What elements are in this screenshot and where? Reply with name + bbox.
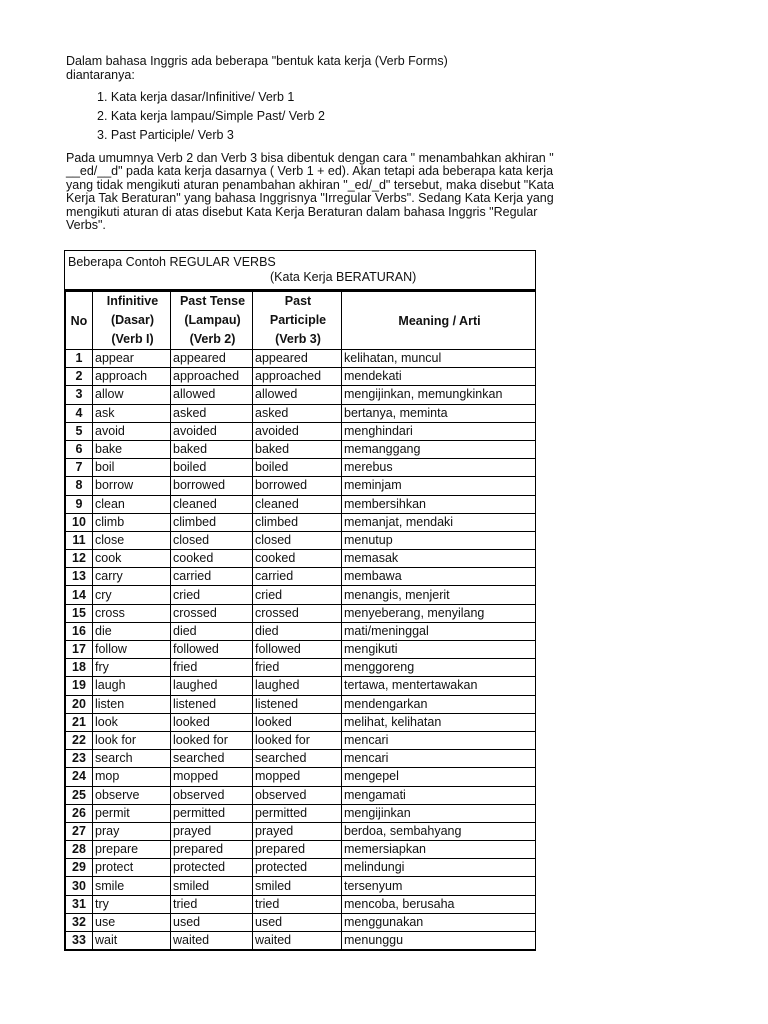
verb-past-participle: laughed — [253, 677, 342, 695]
verb-past-tense: closed — [171, 531, 253, 549]
verb-meaning: bertanya, meminta — [342, 404, 536, 422]
verb-past-tense: tried — [171, 895, 253, 913]
verb-past-tense: searched — [171, 750, 253, 768]
verb-past-tense: laughed — [171, 677, 253, 695]
table-row — [66, 604, 536, 622]
verb-meaning: menyeberang, menyilang — [342, 604, 536, 622]
verb-meaning: merebus — [342, 459, 536, 477]
table-row — [66, 641, 536, 659]
verb-past-participle: prayed — [253, 822, 342, 840]
header-past-tense-line: (Lampau) — [184, 313, 241, 327]
paragraph-line: Pada umumnya Verb 2 dan Verb 3 bisa dibentuk dengan cara " menambahkan akhiran " — [66, 151, 554, 165]
row-number: 17 — [66, 641, 93, 659]
table-row — [66, 695, 536, 713]
table-row — [66, 495, 536, 513]
verb-past-participle: approached — [253, 368, 342, 386]
verb-past-participle: protected — [253, 859, 342, 877]
table-row — [66, 768, 536, 786]
verb-past-tense: smiled — [171, 877, 253, 895]
verb-form-item: 1. Kata kerja dasar/Infinitive/ Verb 1 — [97, 90, 295, 104]
verb-past-participle: climbed — [253, 513, 342, 531]
table-title-main: Beberapa Contoh REGULAR VERBS — [68, 255, 276, 269]
verb-past-participle: boiled — [253, 459, 342, 477]
verb-past-participle: searched — [253, 750, 342, 768]
row-number: 25 — [66, 786, 93, 804]
row-number: 30 — [66, 877, 93, 895]
verb-infinitive: close — [93, 531, 171, 549]
row-number: 11 — [66, 531, 93, 549]
row-number: 14 — [66, 586, 93, 604]
verb-meaning: memasak — [342, 550, 536, 568]
verb-infinitive: wait — [93, 932, 171, 950]
verb-past-tense: baked — [171, 440, 253, 458]
verb-past-tense: cooked — [171, 550, 253, 568]
verb-meaning: menggoreng — [342, 659, 536, 677]
table-row — [66, 932, 536, 950]
verb-past-tense: looked for — [171, 731, 253, 749]
table-row — [66, 440, 536, 458]
verb-infinitive: cook — [93, 550, 171, 568]
row-number: 32 — [66, 913, 93, 931]
verb-infinitive: cross — [93, 604, 171, 622]
table-row — [66, 841, 536, 859]
verb-past-participle: cooked — [253, 550, 342, 568]
verb-past-tense: climbed — [171, 513, 253, 531]
header-past-tense — [171, 291, 253, 350]
table-row — [66, 368, 536, 386]
verb-meaning: meminjam — [342, 477, 536, 495]
header-past-participle-line: Past Participle — [269, 294, 327, 327]
verb-past-participle: baked — [253, 440, 342, 458]
verb-infinitive: follow — [93, 641, 171, 659]
verb-past-participle: carried — [253, 568, 342, 586]
verb-past-participle: observed — [253, 786, 342, 804]
verb-meaning: mendekati — [342, 368, 536, 386]
verb-form-item: 2. Kata kerja lampau/Simple Past/ Verb 2 — [97, 109, 325, 123]
row-number: 20 — [66, 695, 93, 713]
verb-past-tense: cried — [171, 586, 253, 604]
header-row — [66, 291, 536, 350]
table-row — [66, 622, 536, 640]
verb-past-participle: avoided — [253, 422, 342, 440]
table-row — [66, 659, 536, 677]
verb-past-tense: avoided — [171, 422, 253, 440]
table-row — [66, 677, 536, 695]
verb-infinitive: try — [93, 895, 171, 913]
row-number: 12 — [66, 550, 93, 568]
verb-past-tense: boiled — [171, 459, 253, 477]
verb-past-participle: appeared — [253, 350, 342, 368]
verb-meaning: membawa — [342, 568, 536, 586]
verb-past-tense: asked — [171, 404, 253, 422]
verb-infinitive: prepare — [93, 841, 171, 859]
verb-meaning: memersiapkan — [342, 841, 536, 859]
paragraph-line: yang tidak mengikuti aturan penambahan akhiran "_ed/_d" tersebut, maka disebut "Kata — [66, 177, 554, 192]
verb-infinitive: borrow — [93, 477, 171, 495]
header-infinitive-line: Infinitive — [106, 294, 159, 308]
verb-forms-list — [66, 88, 566, 145]
verb-infinitive: look for — [93, 731, 171, 749]
row-number: 7 — [66, 459, 93, 477]
header-meaning: Meaning / Arti — [342, 291, 536, 350]
verb-past-tense: followed — [171, 641, 253, 659]
verb-meaning: menggunakan — [342, 913, 536, 931]
verb-infinitive: search — [93, 750, 171, 768]
verb-past-tense: approached — [171, 368, 253, 386]
table-row — [66, 513, 536, 531]
row-number: 10 — [66, 513, 93, 531]
verb-infinitive: pray — [93, 822, 171, 840]
verb-meaning: memanjat, mendaki — [342, 513, 536, 531]
table-row — [66, 895, 536, 913]
verb-infinitive: mop — [93, 768, 171, 786]
verb-meaning: mati/meninggal — [342, 622, 536, 640]
verb-infinitive: clean — [93, 495, 171, 513]
table-row — [66, 459, 536, 477]
verb-meaning: mengamati — [342, 786, 536, 804]
table-row — [66, 804, 536, 822]
verb-infinitive: avoid — [93, 422, 171, 440]
verb-meaning: membersihkan — [342, 495, 536, 513]
verb-past-tense: prepared — [171, 841, 253, 859]
verb-meaning: melihat, kelihatan — [342, 713, 536, 731]
row-number: 29 — [66, 859, 93, 877]
verb-past-participle: permitted — [253, 804, 342, 822]
verb-meaning: kelihatan, muncul — [342, 350, 536, 368]
verb-infinitive: laugh — [93, 677, 171, 695]
table-row — [66, 568, 536, 586]
verb-past-tense: died — [171, 622, 253, 640]
header-infinitive-line: (Dasar) — [110, 313, 155, 327]
verb-past-participle: followed — [253, 641, 342, 659]
row-number: 31 — [66, 895, 93, 913]
verb-past-tense: listened — [171, 695, 253, 713]
verb-meaning: mengijinkan, memungkinkan — [342, 386, 536, 404]
verb-past-tense: fried — [171, 659, 253, 677]
verb-past-tense: waited — [171, 932, 253, 950]
verb-meaning: mengijinkan — [342, 804, 536, 822]
table-row — [66, 350, 536, 368]
verb-past-participle: tried — [253, 895, 342, 913]
table-row — [66, 477, 536, 495]
verb-meaning: tertawa, mentertawakan — [342, 677, 536, 695]
verb-past-participle: died — [253, 622, 342, 640]
table-row — [66, 877, 536, 895]
verb-past-tense: prayed — [171, 822, 253, 840]
verb-infinitive: bake — [93, 440, 171, 458]
explanation-paragraph — [66, 152, 586, 232]
header-past-tense-line: Past Tense — [179, 294, 246, 308]
verb-meaning: mengepel — [342, 768, 536, 786]
verb-past-tense: permitted — [171, 804, 253, 822]
header-past-participle — [253, 291, 342, 350]
verb-meaning: menutup — [342, 531, 536, 549]
table-title-sub: (Kata Kerja BERATURAN) — [270, 270, 417, 284]
table-row — [66, 550, 536, 568]
verb-infinitive: observe — [93, 786, 171, 804]
verb-infinitive: appear — [93, 350, 171, 368]
verb-past-participle: allowed — [253, 386, 342, 404]
verb-past-participle: cleaned — [253, 495, 342, 513]
table-row — [66, 750, 536, 768]
row-number: 33 — [66, 932, 93, 950]
row-number: 13 — [66, 568, 93, 586]
table-row — [66, 531, 536, 549]
verb-past-tense: crossed — [171, 604, 253, 622]
table-row — [66, 586, 536, 604]
verb-past-participle: looked for — [253, 731, 342, 749]
verb-infinitive: use — [93, 913, 171, 931]
verb-past-participle: waited — [253, 932, 342, 950]
verb-past-tense: observed — [171, 786, 253, 804]
verb-past-participle: mopped — [253, 768, 342, 786]
verb-meaning: tersenyum — [342, 877, 536, 895]
header-past-tense-line: (Verb 2) — [189, 332, 236, 346]
verb-meaning: menghindari — [342, 422, 536, 440]
paragraph-line: Kerja Tak Beraturan" yang bahasa Inggrisnya "Irregular Verbs". Sedang Kata Kerja yang — [66, 191, 554, 206]
table-row — [66, 913, 536, 931]
row-number: 15 — [66, 604, 93, 622]
header-infinitive — [93, 291, 171, 350]
row-number: 6 — [66, 440, 93, 458]
table-title — [65, 251, 535, 290]
verb-meaning: menunggu — [342, 932, 536, 950]
table-row — [66, 404, 536, 422]
row-number: 26 — [66, 804, 93, 822]
verb-meaning: memanggang — [342, 440, 536, 458]
verb-meaning: mencoba, berusaha — [342, 895, 536, 913]
verb-past-participle: prepared — [253, 841, 342, 859]
verb-meaning: mencari — [342, 750, 536, 768]
verb-meaning: melindungi — [342, 859, 536, 877]
verb-past-tense: cleaned — [171, 495, 253, 513]
verb-past-participle: crossed — [253, 604, 342, 622]
header-past-participle-line: (Verb 3) — [275, 332, 321, 346]
verb-past-participle: cried — [253, 586, 342, 604]
verb-infinitive: approach — [93, 368, 171, 386]
table-row — [66, 786, 536, 804]
verb-past-participle: looked — [253, 713, 342, 731]
verb-past-participle: smiled — [253, 877, 342, 895]
header-infinitive-line: (Verb I) — [111, 332, 154, 346]
verb-infinitive: boil — [93, 459, 171, 477]
paragraph-line: mengikuti aturan di atas disebut Kata Kerja Beraturan dalam bahasa Inggris "Regular — [66, 204, 538, 219]
verb-past-participle: listened — [253, 695, 342, 713]
table-row — [66, 731, 536, 749]
row-number: 8 — [66, 477, 93, 495]
table-row — [66, 422, 536, 440]
paragraph-line: __ed/__d" pada kata kerja dasarnya ( Verb 1 + ed). Akan tetapi ada beberapa kata kerja — [66, 164, 554, 179]
verb-past-participle: used — [253, 913, 342, 931]
row-number: 22 — [66, 731, 93, 749]
row-number: 27 — [66, 822, 93, 840]
verb-meaning: berdoa, sembahyang — [342, 822, 536, 840]
table-row — [66, 859, 536, 877]
paragraph-line: Verbs". — [66, 218, 106, 233]
verb-past-tense: looked — [171, 713, 253, 731]
row-number: 18 — [66, 659, 93, 677]
verb-past-participle: fried — [253, 659, 342, 677]
verb-past-participle: borrowed — [253, 477, 342, 495]
verb-past-tense: protected — [171, 859, 253, 877]
table-row — [66, 822, 536, 840]
verb-infinitive: look — [93, 713, 171, 731]
verbs-grid — [65, 290, 536, 950]
verb-meaning: mendengarkan — [342, 695, 536, 713]
row-number: 24 — [66, 768, 93, 786]
verb-infinitive: climb — [93, 513, 171, 531]
row-number: 23 — [66, 750, 93, 768]
row-number: 9 — [66, 495, 93, 513]
verb-past-tense: carried — [171, 568, 253, 586]
verb-form-item: 3. Past Participle/ Verb 3 — [97, 128, 234, 142]
verb-infinitive: fry — [93, 659, 171, 677]
verb-meaning: menangis, menjerit — [342, 586, 536, 604]
table-row — [66, 713, 536, 731]
verb-infinitive: smile — [93, 877, 171, 895]
verb-infinitive: ask — [93, 404, 171, 422]
verb-meaning: mencari — [342, 731, 536, 749]
verb-infinitive: listen — [93, 695, 171, 713]
verb-infinitive: carry — [93, 568, 171, 586]
verb-past-tense: appeared — [171, 350, 253, 368]
intro-line-1: Dalam bahasa Inggris ada beberapa "bentuk kata kerja (Verb Forms) — [66, 54, 448, 68]
verb-infinitive: protect — [93, 859, 171, 877]
regular-verbs-table — [64, 250, 536, 951]
verb-meaning: mengikuti — [342, 641, 536, 659]
verb-past-tense: used — [171, 913, 253, 931]
verb-infinitive: cry — [93, 586, 171, 604]
verb-infinitive: allow — [93, 386, 171, 404]
row-number: 28 — [66, 841, 93, 859]
row-number: 5 — [66, 422, 93, 440]
verb-past-participle: asked — [253, 404, 342, 422]
verb-past-tense: allowed — [171, 386, 253, 404]
verb-past-participle: closed — [253, 531, 342, 549]
verb-past-tense: mopped — [171, 768, 253, 786]
row-number: 16 — [66, 622, 93, 640]
intro-line-2: diantaranya: — [66, 68, 135, 82]
row-number: 3 — [66, 386, 93, 404]
row-number: 2 — [66, 368, 93, 386]
header-no: No — [66, 291, 93, 350]
table-row — [66, 386, 536, 404]
verb-infinitive: die — [93, 622, 171, 640]
intro-block — [66, 54, 566, 145]
row-number: 4 — [66, 404, 93, 422]
verb-infinitive: permit — [93, 804, 171, 822]
row-number: 21 — [66, 713, 93, 731]
table-body — [66, 350, 536, 950]
verb-past-tense: borrowed — [171, 477, 253, 495]
row-number: 19 — [66, 677, 93, 695]
row-number: 1 — [66, 350, 93, 368]
